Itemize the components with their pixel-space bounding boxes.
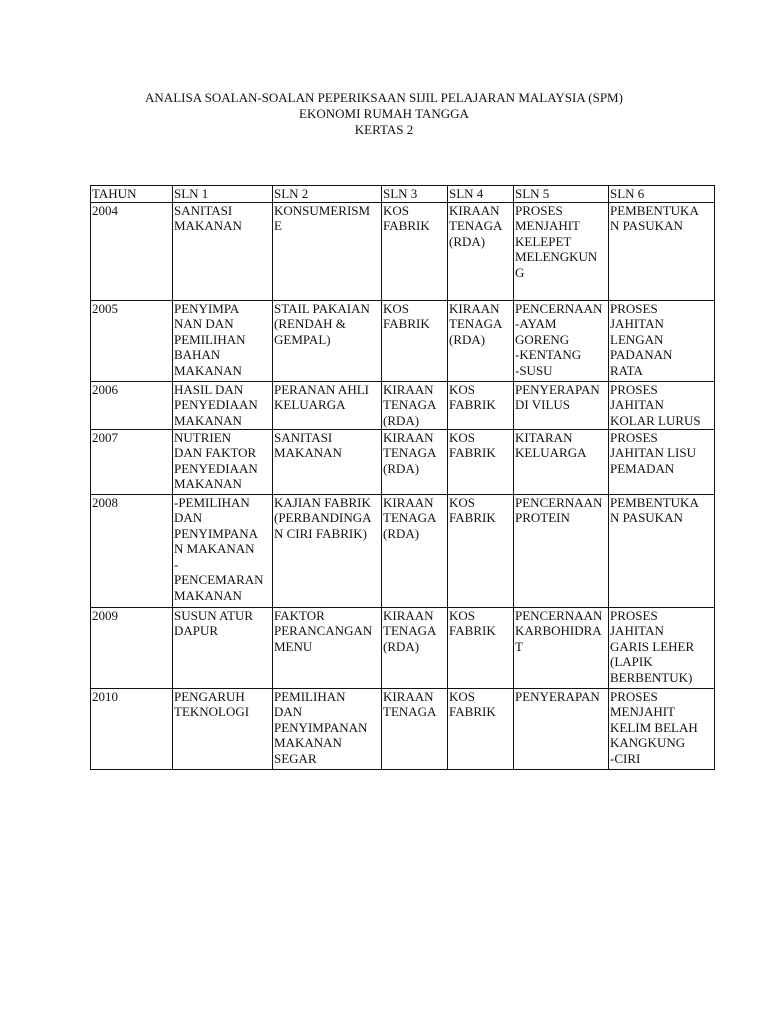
cell-text-line: KOS xyxy=(383,300,410,316)
table-cell-year xyxy=(91,429,173,494)
table-cell-year xyxy=(91,494,173,607)
cell-text-line: (RENDAH & xyxy=(274,316,346,331)
cell-text-line: MAKANAN xyxy=(174,412,242,428)
cell-text-line: TENAGA xyxy=(383,623,437,638)
cell-text-line: KELUARGA xyxy=(515,445,587,460)
cell-text-line: MAKANAN xyxy=(274,735,342,750)
table-cell-sln-6 xyxy=(609,300,715,381)
column-header-sln-1: SLN 1 xyxy=(173,186,273,203)
cell-text-line: HASIL DAN xyxy=(174,381,244,397)
cell-text-line: KOS xyxy=(449,381,476,397)
cell-text-line: PROSES xyxy=(610,300,658,316)
table-cell-sln-6 xyxy=(609,429,715,494)
cell-text-line: E xyxy=(274,218,282,233)
cell-text-line: PENCERNAAN xyxy=(515,607,603,623)
cell-text-line: -SUSU xyxy=(515,362,553,378)
cell-text-line: TENAGA xyxy=(383,445,437,460)
cell-text-line: SEGAR xyxy=(274,750,317,766)
cell-text-line: KIRAAN xyxy=(383,688,434,704)
cell-text-line: KOS xyxy=(449,429,476,445)
table-cell-sln-5 xyxy=(514,381,609,429)
table-cell-year xyxy=(91,300,173,381)
cell-text-line: KIRAAN xyxy=(449,300,500,316)
table-cell-sln-5 xyxy=(514,607,609,688)
cell-text-line: PROSES xyxy=(610,607,658,623)
cell-text-line: PEMBENTUKA xyxy=(610,494,699,510)
cell-text-line: DAN xyxy=(274,704,303,719)
cell-text-line: PENYEDIAAN xyxy=(174,460,258,476)
cell-text-line: GORENG xyxy=(515,331,570,347)
table-cell-sln-5 xyxy=(514,494,609,607)
cell-text-line: PENYIMPANAN xyxy=(274,719,368,735)
cell-text-line: LENGAN xyxy=(610,331,664,347)
cell-text-line: (RDA) xyxy=(383,460,420,476)
cell-text-line: GEMPAL) xyxy=(274,331,331,347)
document-title: ANALISA SOALAN-SOALAN PEPERIKSAAN SIJIL PELAJARAN MALAYSIA (SPM) xyxy=(145,90,623,105)
table-cell-sln-1 xyxy=(173,381,273,429)
table-cell-sln-3 xyxy=(382,607,448,688)
table-row xyxy=(91,607,715,688)
cell-text-line: FABRIK xyxy=(449,510,496,525)
table-cell-sln-5 xyxy=(514,300,609,381)
column-header-sln-2: SLN 2 xyxy=(273,186,382,203)
cell-text-line: PENCEMARAN xyxy=(174,572,264,587)
document-subject: EKONOMI RUMAH TANGGA xyxy=(299,106,469,121)
cell-text-line: PENYIMPA xyxy=(174,300,240,316)
table-cell-sln-3 xyxy=(382,688,448,769)
cell-text-line: DAPUR xyxy=(174,623,219,638)
table-cell-sln-6 xyxy=(609,688,715,769)
table-cell-sln-2 xyxy=(273,202,382,300)
cell-text-line: TENAGA xyxy=(383,510,437,525)
table-cell-sln-4 xyxy=(448,494,514,607)
cell-text-line: PADANAN xyxy=(610,347,673,362)
table-cell-sln-1 xyxy=(173,494,273,607)
cell-text-line: KONSUMERISM xyxy=(274,202,371,218)
table-cell-sln-4 xyxy=(448,202,514,300)
table-cell-sln-6 xyxy=(609,202,715,300)
document-paper: KERTAS 2 xyxy=(354,122,414,137)
table-cell-year xyxy=(91,202,173,300)
column-header-sln-4: SLN 4 xyxy=(448,186,514,203)
table-row xyxy=(91,429,715,494)
table-cell-sln-6 xyxy=(609,494,715,607)
cell-text-line: FABRIK xyxy=(383,218,430,233)
cell-text-line: TENAGA xyxy=(449,218,503,233)
table-cell-sln-2 xyxy=(273,688,382,769)
cell-text-line: T xyxy=(515,638,523,654)
cell-text-line: PENCERNAAN xyxy=(515,494,603,510)
cell-text-line: (RDA) xyxy=(449,233,486,249)
cell-text-line: JAHITAN xyxy=(610,623,664,638)
cell-text-line: FABRIK xyxy=(449,704,496,719)
table-cell-sln-4 xyxy=(448,688,514,769)
cell-text-line: PENYEDIAAN xyxy=(174,397,258,412)
cell-text-line: PROTEIN xyxy=(515,510,570,525)
cell-text-line: KIRAAN xyxy=(383,607,434,623)
cell-text-line: BAHAN xyxy=(174,347,221,362)
cell-text-line: DAN xyxy=(174,510,203,525)
cell-text-line: PERANAN AHLI xyxy=(274,381,369,397)
cell-text-line: KANGKUNG xyxy=(610,735,686,750)
cell-text-line: KITARAN xyxy=(515,429,573,445)
cell-text-line: MAKANAN xyxy=(274,445,342,460)
cell-text-line: (LAPIK xyxy=(610,654,653,669)
cell-text-line: -PEMILIHAN xyxy=(174,494,250,510)
cell-text-line: MENJAHIT xyxy=(610,704,675,719)
cell-text-line: KOS xyxy=(449,494,476,510)
cell-text-line: PENYIMPANA xyxy=(174,525,259,541)
cell-text-line: MENU xyxy=(274,638,313,654)
cell-text-line: JAHITAN xyxy=(610,316,664,331)
cell-text-line: KIRAAN xyxy=(383,494,434,510)
cell-text-line: FABRIK xyxy=(449,445,496,460)
cell-text-line: JAHITAN LISU xyxy=(610,445,696,460)
table-cell-sln-4 xyxy=(448,429,514,494)
table-cell-sln-3 xyxy=(382,381,448,429)
cell-text-line: 2009 xyxy=(92,607,118,623)
column-header-sln-5: SLN 5 xyxy=(514,186,609,203)
cell-text-line: KELEPET xyxy=(515,233,572,249)
cell-text-line: KOS xyxy=(383,202,410,218)
cell-text-line: 2005 xyxy=(92,300,118,316)
cell-text-line: TENAGA xyxy=(449,316,503,331)
table-cell-sln-2 xyxy=(273,429,382,494)
cell-text-line: FABRIK xyxy=(449,623,496,638)
table-cell-sln-5 xyxy=(514,202,609,300)
cell-text-line: PENYERAPAN xyxy=(515,688,600,704)
cell-text-line: KAJIAN FABRIK xyxy=(274,494,371,510)
cell-text-line: 2004 xyxy=(92,202,118,218)
table-cell-sln-2 xyxy=(273,494,382,607)
cell-text-line: FAKTOR xyxy=(274,607,325,623)
cell-text-line: (RDA) xyxy=(383,412,420,428)
table-row xyxy=(91,381,715,429)
cell-text-line: MAKANAN xyxy=(174,362,242,378)
cell-text-line: 2007 xyxy=(92,429,118,445)
table-cell-sln-6 xyxy=(609,381,715,429)
cell-text-line: RATA xyxy=(610,362,643,378)
cell-text-line: PROSES xyxy=(610,429,658,445)
cell-text-line: PENYERAPAN xyxy=(515,381,600,397)
table-cell-sln-2 xyxy=(273,300,382,381)
cell-text-line: PERANCANGAN xyxy=(274,623,373,638)
table-cell-sln-1 xyxy=(173,429,273,494)
column-header-tahun: TAHUN xyxy=(91,186,173,203)
cell-text-line: (RDA) xyxy=(383,525,420,541)
cell-text-line: - xyxy=(174,556,179,572)
cell-text-line: STAIL PAKAIAN xyxy=(274,300,370,316)
cell-text-line: PROSES xyxy=(515,202,563,218)
cell-text-line: KIRAAN xyxy=(449,202,500,218)
cell-text-line: MELENGKUN xyxy=(515,249,598,264)
cell-text-line: PEMILIHAN xyxy=(174,331,246,347)
cell-text-line: NAN DAN xyxy=(174,316,234,331)
table-row xyxy=(91,688,715,769)
cell-text-line: BERBENTUK) xyxy=(610,669,693,685)
cell-text-line: KARBOHIDRA xyxy=(515,623,602,638)
table-cell-sln-4 xyxy=(448,300,514,381)
cell-text-line: SANITASI xyxy=(274,429,333,445)
cell-text-line: N PASUKAN xyxy=(610,218,683,233)
document-header xyxy=(0,90,768,138)
cell-text-line: PEMBENTUKA xyxy=(610,202,699,218)
cell-text-line: TENAGA xyxy=(383,704,437,719)
cell-text-line: DI VILUS xyxy=(515,397,571,412)
table-cell-sln-3 xyxy=(382,429,448,494)
table-cell-sln-3 xyxy=(382,300,448,381)
table-cell-sln-5 xyxy=(514,429,609,494)
cell-text-line: NUTRIEN xyxy=(174,429,232,445)
cell-text-line: PENCERNAAN xyxy=(515,300,603,316)
cell-text-line: JAHITAN xyxy=(610,397,664,412)
table-cell-sln-1 xyxy=(173,300,273,381)
cell-text-line: PEMADAN xyxy=(610,460,675,476)
cell-text-line: KELUARGA xyxy=(274,397,346,412)
cell-text-line: PROSES xyxy=(610,381,658,397)
cell-text-line: KIRAAN xyxy=(383,381,434,397)
cell-text-line: 2010 xyxy=(92,688,118,704)
table-cell-year xyxy=(91,607,173,688)
cell-text-line: N CIRI FABRIK) xyxy=(274,525,367,541)
cell-text-line: (RDA) xyxy=(449,331,486,347)
cell-text-line: (PERBANDINGA xyxy=(274,510,372,525)
table-cell-sln-5 xyxy=(514,688,609,769)
cell-text-line: -CIRI xyxy=(610,750,641,766)
table-row xyxy=(91,202,715,300)
cell-text-line: GARIS LEHER xyxy=(610,638,695,654)
cell-text-line: KIRAAN xyxy=(383,429,434,445)
table-cell-sln-2 xyxy=(273,607,382,688)
cell-text-line: FABRIK xyxy=(383,316,430,331)
cell-text-line: (RDA) xyxy=(383,638,420,654)
cell-text-line: MAKANAN xyxy=(174,476,242,491)
cell-text-line: -KENTANG xyxy=(515,347,582,362)
cell-text-line: DAN FAKTOR xyxy=(174,445,257,460)
cell-text-line: N MAKANAN xyxy=(174,541,255,556)
cell-text-line: TENAGA xyxy=(383,397,437,412)
column-header-sln-3: SLN 3 xyxy=(382,186,448,203)
cell-text-line: KOS xyxy=(449,688,476,704)
cell-text-line: KELIM BELAH xyxy=(610,719,698,735)
table-cell-sln-2 xyxy=(273,381,382,429)
cell-text-line: PROSES xyxy=(610,688,658,704)
cell-text-line: N PASUKAN xyxy=(610,510,683,525)
table-cell-sln-1 xyxy=(173,202,273,300)
cell-text-line: FABRIK xyxy=(449,397,496,412)
cell-text-line: KOS xyxy=(449,607,476,623)
cell-text-line: PEMILIHAN xyxy=(274,688,346,704)
table-cell-sln-1 xyxy=(173,607,273,688)
cell-text-line: SANITASI xyxy=(174,202,233,218)
table-cell-sln-4 xyxy=(448,607,514,688)
cell-text-line: PENGARUH xyxy=(174,688,245,704)
cell-text-line: KOLAR LURUS xyxy=(610,412,701,428)
table-cell-sln-3 xyxy=(382,494,448,607)
table-row xyxy=(91,300,715,381)
cell-text-line: MAKANAN xyxy=(174,218,242,233)
table-cell-year xyxy=(91,381,173,429)
table-header-row xyxy=(91,186,715,203)
cell-text-line: -AYAM xyxy=(515,316,557,331)
cell-text-line: G xyxy=(515,264,525,280)
cell-text-line: SUSUN ATUR xyxy=(174,607,254,623)
cell-text-line: MENJAHIT xyxy=(515,218,580,233)
cell-text-line: TEKNOLOGI xyxy=(174,704,250,719)
cell-text-line: 2006 xyxy=(92,381,118,397)
table-cell-sln-4 xyxy=(448,381,514,429)
table-cell-sln-1 xyxy=(173,688,273,769)
table-body xyxy=(91,202,715,769)
cell-text-line: 2008 xyxy=(92,494,118,510)
table-cell-sln-3 xyxy=(382,202,448,300)
table-cell-sln-6 xyxy=(609,607,715,688)
table-row xyxy=(91,494,715,607)
analysis-table xyxy=(90,185,715,770)
table-cell-year xyxy=(91,688,173,769)
cell-text-line: MAKANAN xyxy=(174,587,242,603)
column-header-sln-6: SLN 6 xyxy=(609,186,715,203)
